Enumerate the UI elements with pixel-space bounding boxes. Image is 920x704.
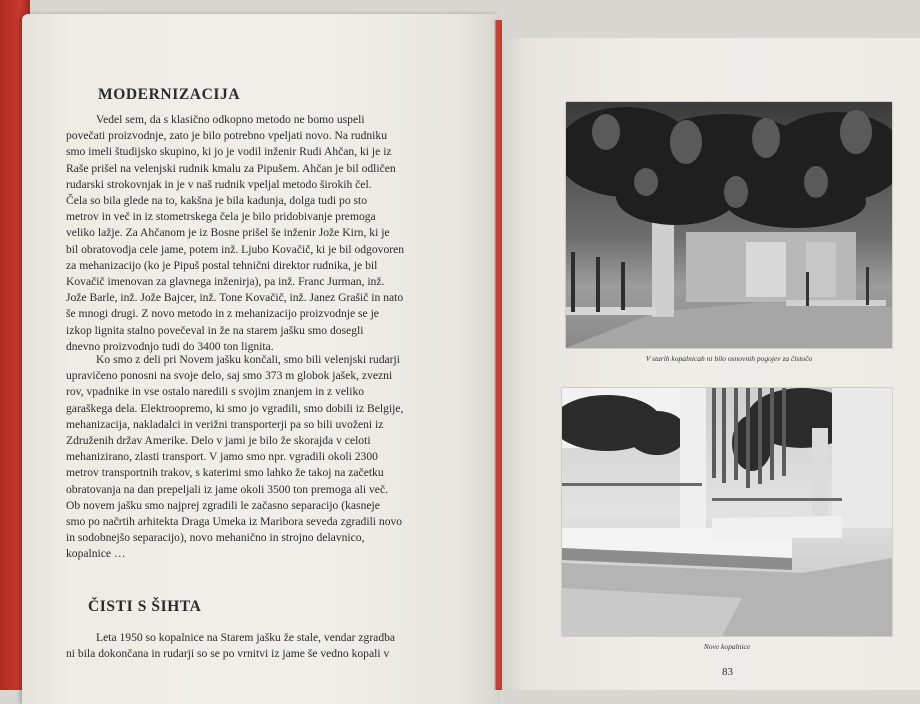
text-line: dnevno proizvodnjo tudi do 3400 ton lignita. [66, 339, 274, 353]
text-line: mehanizacija, nakladalci in verižni transporterji pa so bili uvoženi iz [66, 417, 384, 431]
text-line: kopalnice … [66, 547, 126, 561]
page-number: 83 [722, 666, 733, 678]
book-spine-edge [494, 20, 502, 690]
text-line: Jože Barle, inž. Jože Bajcer, inž. Tone Kovačič, inž. Janez Grašič in nato [66, 291, 404, 305]
text-line: rov, vpadnike in vse ostalo naredili s svojim znanjem in z veliko [66, 385, 365, 399]
text-line: še mnogi drugi. Z novo metodo in z mehanizacijo proizvodnje se je [66, 307, 379, 321]
text-line: in sodobnejšo separacijo), novo mehanično in strojno delavnico, [66, 531, 365, 545]
text-line: Ko smo z deli pri Novem jašku končali, smo bili velenjski rudarji [96, 353, 400, 366]
text-line: obratovanja na dan prepeljali iz jame okoli 3500 ton premoga ali več. [66, 482, 388, 496]
text-line: mehanizirano, zlasti transport. V jamo smo npr. vgradili okoli 2300 [66, 450, 378, 464]
paragraph-novi-jasek [66, 352, 454, 563]
section-heading-cisti-s-sihta: ČISTI S ŠIHTA [88, 598, 202, 615]
text-line: Ob novem jašku smo najprej zgradili le začasno separacijo (kasneje [66, 498, 380, 512]
text-line: veliko lažje. Za Ahčanom je iz Bosne prišel še inženir Jože Kirn, ki je [66, 226, 390, 240]
text-line: Kovačič imenovan za glavnega inženirja), pa inž. Franc Jurman, inž. [66, 275, 385, 289]
text-line: upravičeno ponosni na svoje delo, saj smo 373 m globok jašek, zvezni [66, 369, 393, 383]
text-line: metrov in več in iz stometrskega čela je bilo pridobivanje premoga [66, 210, 376, 224]
text-line: za mehanizacijo (ko je Pipuš postal tehnični direktor rudnika, je bil [66, 258, 378, 272]
text-line: garaškega dela. Elektroopremo, ki smo jo vgradili, smo dobili iz Belgije, [66, 401, 404, 415]
text-line: Leta 1950 so kopalnice na Starem jašku že stale, vendar zgradba [96, 631, 396, 644]
photo-new-bathhouse [562, 388, 892, 636]
photo-old-bathhouse [566, 102, 892, 348]
section-heading-modernizacija: MODERNIZACIJA [98, 86, 241, 103]
text-line: metrov transportnih trakov, s katerimi smo lahko že takoj na začetku [66, 466, 384, 480]
text-line: izkop lignita stalno povečeval in že na starem jašku smo dosegli [66, 323, 364, 337]
text-line: smo po načrtih arhitekta Draga Umeka iz Maribora seveda zgradili novo [66, 515, 403, 529]
caption-old-bathhouse: V starih kopalnicah ni bilo osnovnih pogojev za čistočo [645, 354, 813, 363]
text-line: Vedel sem, da s klasično odkopno metodo ne bomo uspeli [96, 113, 365, 126]
text-line: Čela so bila glede na to, kakšna je bila kadunja, dolga tudi po sto [66, 194, 368, 208]
text-line: ni bila dokončana in rudarji so se po vrnitvi iz jame še vedno kopali v [66, 647, 390, 661]
paragraph-cisti-s-sihta [66, 630, 454, 662]
paragraph-modernizacija [66, 112, 454, 355]
text-line: rudarski strokovnjak in je v naš rudnik vpeljal metodo širokih čel. [66, 177, 372, 191]
text-line: smo imeli študijsko skupino, ki jo je vodil inženir Rudi Ahčan, ki je iz [66, 145, 392, 159]
text-line: Združenih držav Amerike. Delo v jami je bilo že skorajda v celoti [66, 434, 371, 448]
text-line: Raše prišel na velenjski rudnik kmalu za Pipušem. Ahčan je bil odličen [66, 161, 396, 175]
text-line: bil obratovodja cele jame, potem inž. Ljubo Kovačič, ki je bil odgovoren [66, 242, 405, 256]
text-line: povečati proizvodnje, zato je bilo potrebno vpeljati novo. Na rudniku [66, 129, 387, 143]
caption-new-bathhouse: Nove kopalnice [703, 642, 751, 651]
